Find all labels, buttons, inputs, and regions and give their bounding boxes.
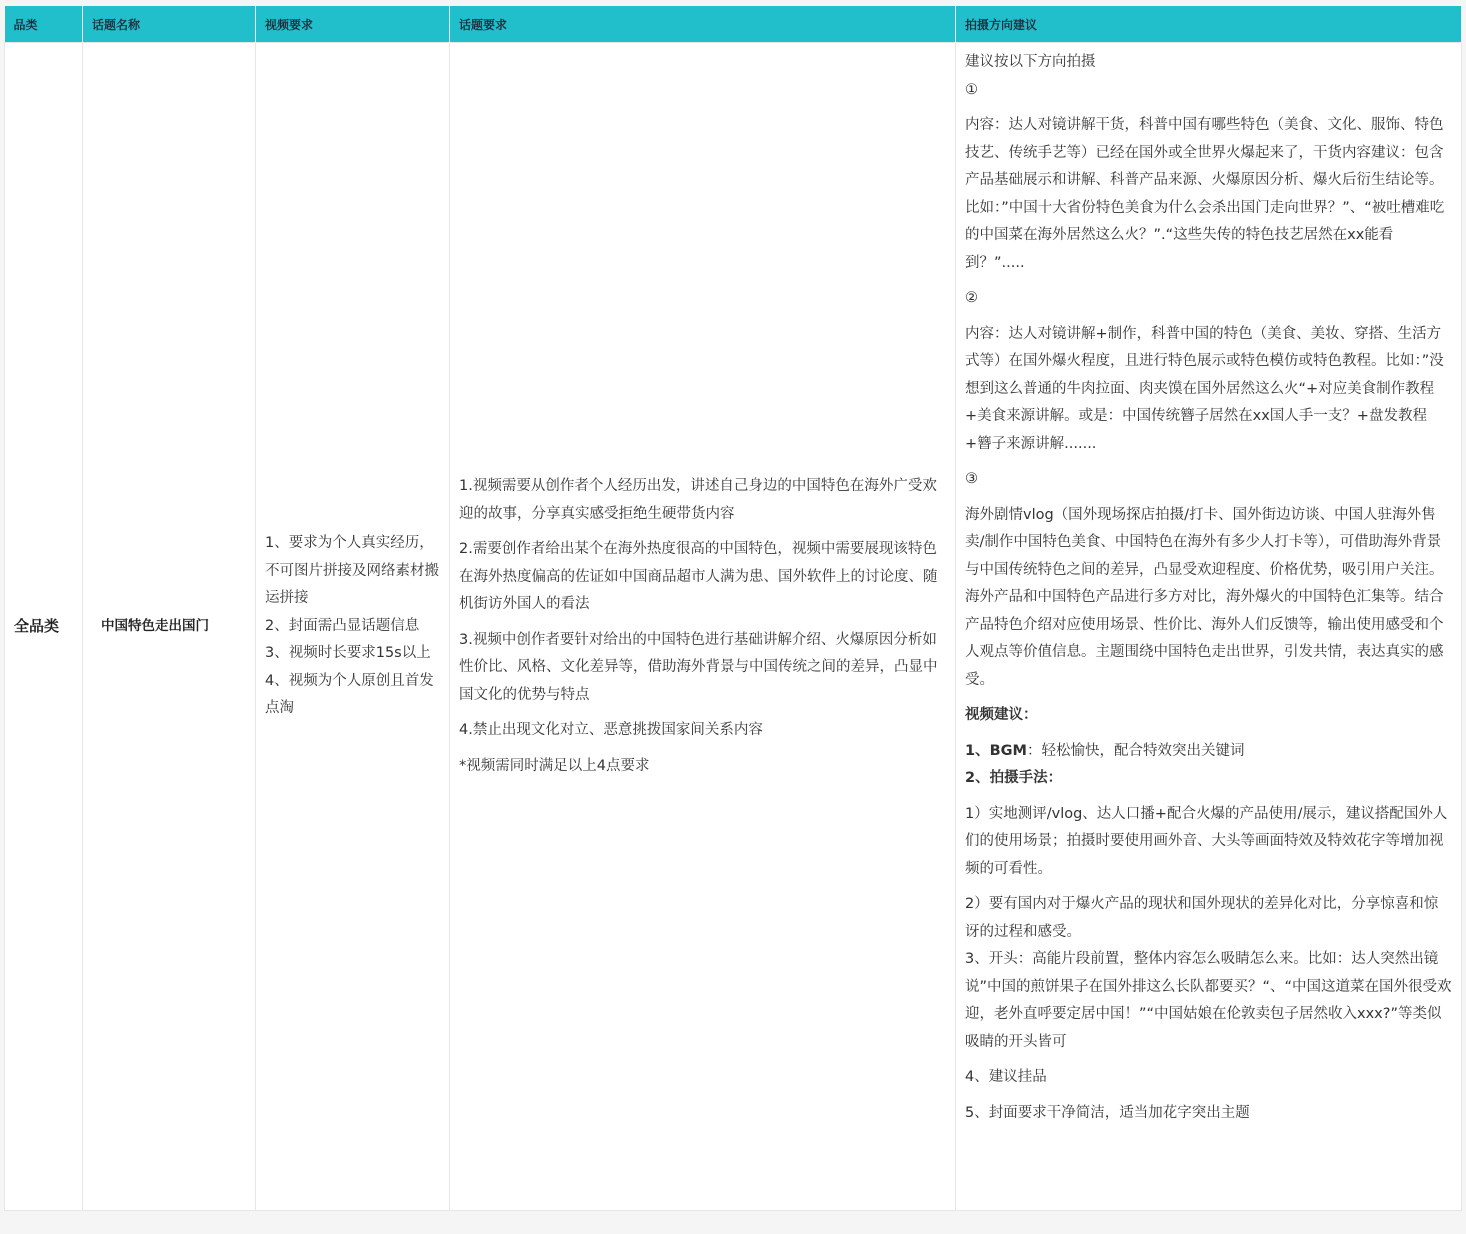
bgm-suggestion [965, 738, 1452, 766]
topic-requirement-item: 4.禁止出现文化对立、恶意挑拨国家间关系内容 [459, 722, 763, 738]
topic-requirement-note: *视频需同时满足以上4点要求 [459, 757, 650, 774]
video-requirement-item: 4、视频为个人原创且首发点淘 [265, 672, 434, 717]
bgm-label: 1、BGM [965, 742, 1027, 759]
direction-content-3: 海外剧情vlog（国外现场探店拍摄/打卡、国外街边访谈、中国人驻海外售卖/制作中国特色美食、中国特色在海外有多少人打卡等），可借助海外背景与中国传统特色之间的差异，凸显受欢迎程度、价格优势，吸引用户关注。海外产品和中国特色产品进行多方对比，海外爆火的中国特色汇集等。结合产品特色介绍对应使用场景、性价比、海外人们反馈等，输出使用感受和个人观点等价值信息。主题围绕中国特色走出世界，引发共情，表达真实的感受。 [965, 506, 1444, 688]
topic-requirement-item: 3.视频中创作者要针对给出的中国特色进行基础讲解介绍、火爆原因分析如性价比、风格、文化差异等，借助海外背景与中国传统之间的差异，凸显中国文化的优势与特点 [459, 631, 938, 703]
cover-suggestion: 5、封面要求干净简洁，适当加花字突出主题 [965, 1104, 1250, 1121]
opening-suggestion: 3、开头：高能片段前置，整体内容怎么吸睛怎么来。比如：达人突然出镜说”中国的煎饼果子在国外排这么长队都要买？“、“中国这道菜在国外很受欢迎，老外直呼要定居中国！”“中国姑娘在伦敦卖包子居然收入xxx?”等类似吸睛的开头皆可 [965, 951, 1452, 1050]
topic-table-container [4, 6, 1461, 1211]
cell-video-requirements [256, 43, 450, 1211]
bgm-text: ：轻松愉快，配合特效突出关键词 [1026, 742, 1245, 759]
header-row [5, 6, 1462, 43]
direction-content-2: 内容：达人对镜讲解+制作，科普中国的特色（美食、美妆、穿搭、生活方式等）在国外爆火程度，且进行特色展示或特色模仿或特色教程。比如：”没想到这么普通的牛肉拉面、肉夹馍在国外居然这么火“+对应美食制作教程+美食来源讲解。或是：中国传统簪子居然在xx国人手一支？+盘发教程+簪子来源讲解....... [965, 325, 1444, 452]
topic-table [4, 6, 1462, 1211]
header-shooting-direction: 拍摄方向建议 [956, 6, 1462, 43]
direction-intro: 建议按以下方向拍摄 [965, 54, 1096, 70]
shooting-method-2: 2）要有国内对于爆火产品的现状和国外现状的差异化对比，分享惊喜和惊讶的过程和感受。 [965, 896, 1439, 940]
cell-topic-requirements [450, 43, 956, 1211]
header-video-requirements: 视频要求 [256, 6, 450, 43]
topic-requirement-item: 2.需要创作者给出某个在海外热度很高的中国特色，视频中需要展现该特色在海外热度偏高的佐证如中国商品超市人满为患、国外软件上的讨论度、随机街访外国人的看法 [459, 541, 938, 612]
video-requirement-item: 3、视频时长要求15s以上 [265, 645, 431, 662]
direction-marker-3: ③ [965, 471, 978, 487]
direction-marker-1: ① [965, 81, 978, 98]
video-requirement-item: 1、要求为个人真实经历，不可图片拼接及网络素材搬运拼接 [265, 535, 439, 607]
header-topic-requirements: 话题要求 [450, 6, 956, 43]
cell-shooting-direction [956, 43, 1462, 1211]
direction-marker-2: ② [965, 290, 978, 306]
video-suggestion-title: 视频建议： [965, 707, 1038, 723]
video-requirement-item: 2、封面需凸显话题信息 [265, 617, 420, 634]
topic-requirement-item: 1.视频需要从创作者个人经历出发，讲述自己身边的中国特色在海外广受欢迎的故事，分享真实感受拒绝生硬带货内容 [459, 478, 937, 522]
cell-topic-name: 中国特色走出国门 [83, 43, 256, 1211]
cell-category: 全品类 [5, 43, 83, 1211]
direction-content-1: 内容：达人对镜讲解干货，科普中国有哪些特色（美食、文化、服饰、特色技艺、传统手艺等）已经在国外或全世界火爆起来了，干货内容建议：包含产品基础展示和讲解、科普产品来源、火爆原因分析、爆火后衍生结论等。比如：”中国十大省份特色美食为什么会杀出国门走向世界？”、“被吐槽难吃的中国菜在海外居然这么火？”.“这些失传的特色技艺居然在xx能看到？”..... [965, 117, 1445, 271]
shooting-method-title: 2、拍摄手法： [965, 770, 1063, 786]
shooting-method-1: 1）实地测评/vlog、达人口播+配合火爆的产品使用/展示，建议搭配国外人们的使用场景；拍摄时要使用画外音、大头等画面特效及特效花字等增加视频的可看性。 [965, 805, 1448, 877]
header-topic-name: 话题名称 [83, 6, 256, 43]
header-category: 品类 [5, 6, 83, 43]
table-row [5, 43, 1462, 1211]
product-suggestion: 4、建议挂品 [965, 1069, 1047, 1085]
